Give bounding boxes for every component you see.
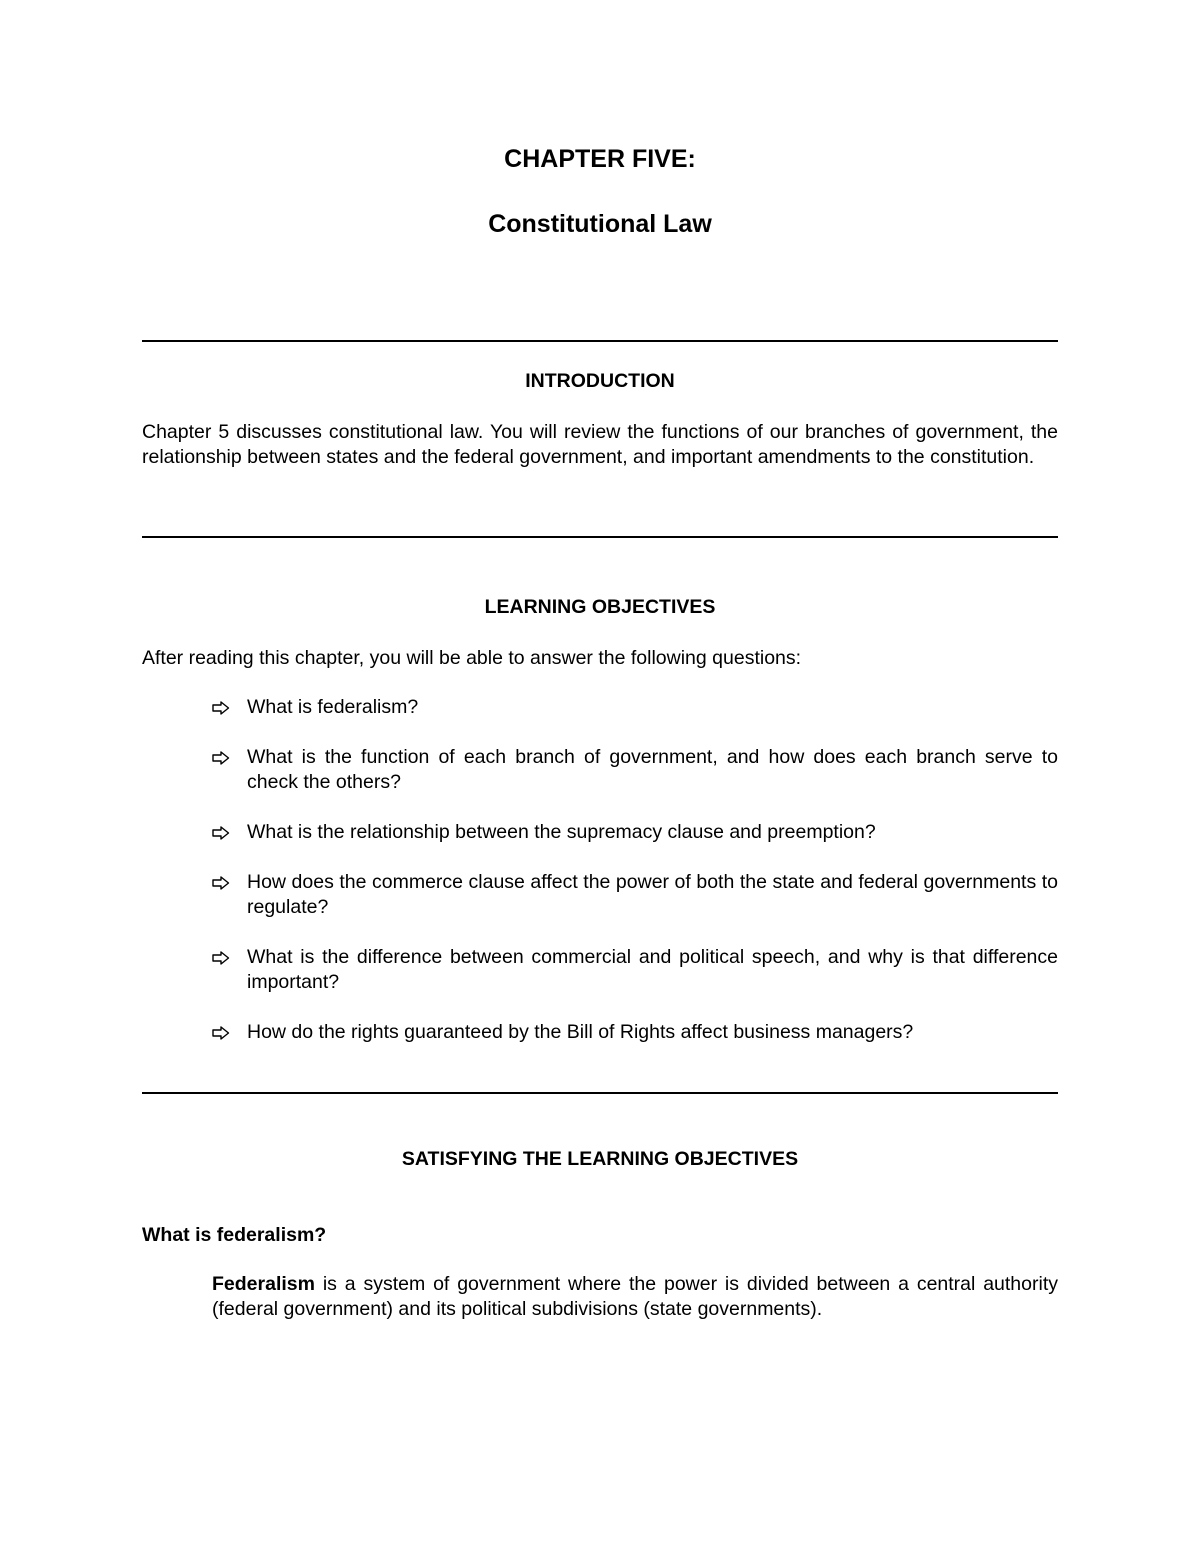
chapter-title: CHAPTER FIVE: [504,145,696,173]
hollow-right-arrow-icon [212,751,230,765]
learning-objectives-heading: LEARNING OBJECTIVES [484,596,716,618]
objective-item [212,870,1058,920]
answer-term: Federalism [212,1273,315,1295]
objective-item [212,695,1058,720]
answer-paragraph [212,1272,1058,1322]
section-divider [142,536,1058,538]
objective-text: What is the function of each branch of government, and how does each branch serve to check the others? [247,746,1058,793]
objective-item [212,945,1058,995]
objective-text: What is the difference between commercial and political speech, and why is that difference important? [247,946,1058,993]
learning-objectives-list [212,695,1058,1070]
objective-text: What is the relationship between the supremacy clause and preemption? [247,821,876,843]
introduction-text: Chapter 5 discusses constitutional law. You will review the functions of our branches of government, the relationship between states and the federal government, and important amendments to the constitution. [142,421,1058,468]
objective-text: What is federalism? [247,696,419,718]
objective-item [212,1020,1058,1045]
hollow-right-arrow-icon [212,1026,230,1040]
answer-text: is a system of government where the power is divided between a central authority (federal government) and its political subdivisions (state governments). [212,1273,1058,1320]
chapter-subtitle: Constitutional Law [488,210,712,238]
objective-item [212,745,1058,795]
objective-item [212,820,1058,845]
hollow-right-arrow-icon [212,701,230,715]
hollow-right-arrow-icon [212,951,230,965]
hollow-right-arrow-icon [212,826,230,840]
hollow-right-arrow-icon [212,876,230,890]
section-divider [142,1092,1058,1094]
learning-objectives-intro: After reading this chapter, you will be able to answer the following questions: [142,647,802,669]
satisfying-objectives-heading: SATISFYING THE LEARNING OBJECTIVES [401,1148,799,1170]
objective-text: How does the commerce clause affect the power of both the state and federal governments to regulate? [247,871,1058,918]
introduction-heading: INTRODUCTION [525,370,675,392]
question-heading: What is federalism? [142,1224,327,1246]
objective-text: How do the rights guaranteed by the Bill of Rights affect business managers? [247,1021,914,1043]
section-divider [142,340,1058,342]
